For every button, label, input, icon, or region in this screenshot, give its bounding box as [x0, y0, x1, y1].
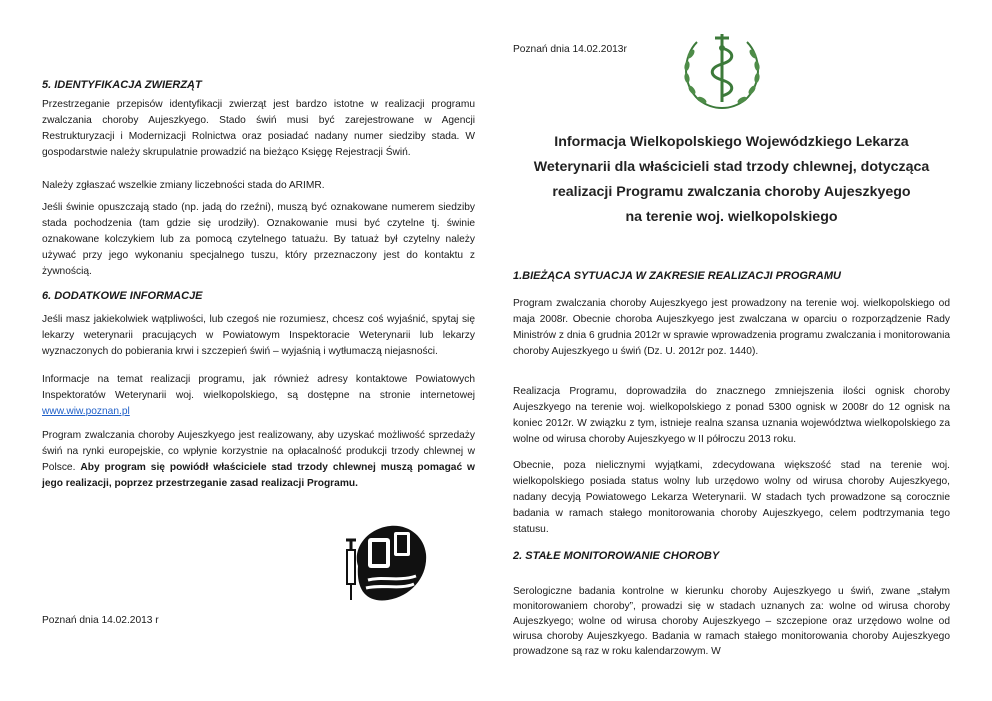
title-line-2: Weterynarii dla właścicieli stad trzody chlewnej, dotycząca	[533, 159, 930, 175]
s5-paragraph-2: Należy zgłaszać wszelkie zmiany liczebności stada do ARIMR.	[42, 180, 325, 191]
s2-paragraph-1: Serologiczne badania kontrolne w kierunku choroby Aujeszkyego u świń, zwane „stałym monitorowaniem choroby”, prowadzi się w stadach uznanych za: wolne od wirusa choroby Aujeszkyego; wolne od wirusa choroby Aujeszkyego – szczepione oraz urzędowo wolne od wirusa choroby Aujeszkyego. Badania w ramach stałego monitorowania choroby Aujeszkyego prowadzone są raz w roku kalendarzowym. W	[513, 586, 950, 657]
s6-paragraph-3	[42, 428, 475, 492]
section-5-heading: 5. IDENTYFIKACJA ZWIERZĄT	[42, 79, 202, 91]
left-date: Poznań dnia 14.02.2013 r	[42, 615, 159, 626]
section-6-heading: 6. DODATKOWE INFORMACJE	[42, 290, 203, 302]
s1-paragraph-3: Obecnie, poza nielicznymi wyjątkami, zdecydowana większość stad na terenie woj. wielkopolskiego posiada status wolny lub urzędowo wolny od wirusa choroby Aujeszkyego, nadany decyją Powiatowego Lekarza Weterynarii. W stadach tych prowadzone są corocznie badania w ramach stałego monitorowania choroby Aujeszkyego, celem podtrzymania tego statusu.	[513, 460, 950, 535]
veterinary-caduceus-logo-icon	[677, 28, 767, 112]
website-link[interactable]: www.wiw.poznan.pl	[42, 406, 130, 417]
right-date: Poznań dnia 14.02.2013r	[513, 44, 627, 55]
s5-paragraph-3: Jeśli świnie opuszczają stado (np. jadą do rzeźni), muszą być oznakowane numerem siedziby stada pochodzenia (tam gdzie się urodziły). Oznakowanie musi być czytelne tj. świnie oznakowane kolczykiem lub za pomocą czytelnego tatuażu. By tatuaż był czytelny należy używać przy jego wykonaniu specjalnego tuszu, który przeznaczony jest do kontaktu z żywnością.	[42, 202, 475, 277]
section-2-heading: 2. STAŁE MONITOROWANIE CHOROBY	[513, 550, 720, 562]
s6-paragraph-3-bold: Aby program się powiódł właściciele stad trzody chlewnej muszą pomagać w jego realizacji, poprzez przestrzeganie zasad realizacji Programu.	[42, 462, 475, 489]
title-line-4: na terenie woj. wielkopolskiego	[625, 209, 838, 225]
s6-paragraph-2-text: Informacje na temat realizacji programu, jak również adresy kontaktowe Powiatowych Inspektoratów Weterynarii woj. wielkopolskiego, są dostępne na stronie internetowej	[42, 374, 475, 401]
s1-paragraph-1: Program zwalczania choroby Aujeszkyego jest prowadzony na terenie woj. wielkopolskiego od maja 2008r. Obecnie choroba Aujeszkyego jest zwalczana w oparciu o rozporządzenie Rady Ministrów z dnia 6 grudnia 2012r w sprawie wprowadzenia programu zwalczania i monitorowania choroby Aujeszkyego u świń (Dz. U. 2012r poz. 1440).	[513, 298, 950, 357]
s6-paragraph-3-text: Program zwalczania choroby Aujeszkyego jest realizowany, aby uzyskać możliwość sprzedaży świń na rynki europejskie, co wpłynie korzystnie na opłacalność produkcji trzody chlewnej w Polsce.	[42, 430, 475, 473]
title-line-3: realizacji Programu zwalczania choroby Aujeszkyego	[552, 184, 911, 200]
s6-paragraph-2	[42, 372, 475, 420]
s6-paragraph-1: Jeśli masz jakiekolwiek wątpliwości, lub czegoś nie rozumiesz, chcesz coś wyjaśnić, spytaj się lekarzy weterynarii pracujących w Powiatowym Inspektoracie Weterynarii lub lekarzy wyznaczonych do pobierania krwi i szczepień świń – wyjaśnią i wytłumaczą niejasności.	[42, 314, 475, 357]
s5-paragraph-1: Przestrzeganie przepisów identyfikacji zwierząt jest bardzo istotne w realizacji programu zwalczania choroby Aujeszkyego. Stado świń musi być zarejestrowane w Agencji Restrukturyzacji i Modernizacji Rolnictwa oraz posiadać nadany numer siedziby stada. W gospodarstwie należy skrupulatnie prowadzić na bieżąco Księgę Rejestracji Świń.	[42, 99, 475, 158]
title-line-1: Informacja Wielkopolskiego Wojewódzkiego Lekarza	[554, 134, 909, 150]
vaccination-syringe-clipart-icon	[338, 520, 430, 604]
s1-paragraph-2: Realizacja Programu, doprowadziła do znacznego zmniejszenia ilości ognisk choroby Aujeszkyego na terenie woj. wielkopolskiego z ponad 5300 ognisk w 2008r do 12 ognisk na koniec 2012r. W związku z tym, istnieje realna szansa uznania województwa wielkopolskiego za wolne od wirusa choroby Aujeszkyego w II półroczu 2013 roku.	[513, 386, 950, 445]
section-1-heading: 1.BIEŻĄCA SYTUACJA W ZAKRESIE REALIZACJI PROGRAMU	[513, 270, 841, 282]
